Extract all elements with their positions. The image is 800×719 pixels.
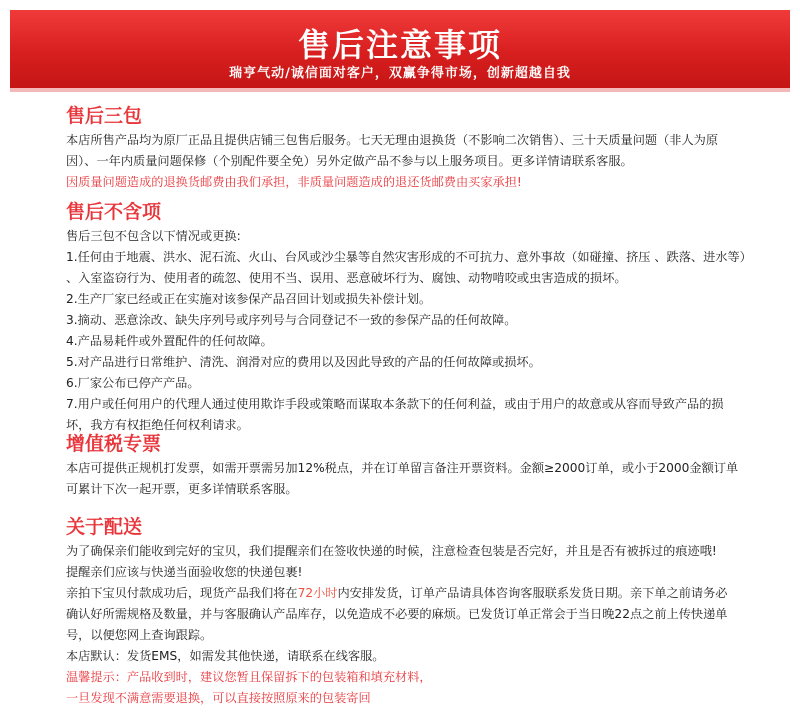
text-line: 1.任何由于地震、洪水、泥石流、火山、台风或沙尘暴等自然灾害形成的不可抗力、意外事故（如碰撞、挤压 、跌落、进水等） [66,250,752,264]
page-title: 售后注意事项 [297,26,502,64]
text-line: 5.对产品进行日常维护、清洗、润滑对应的费用以及因此导致的产品的任何故障或损坏。 [66,355,541,369]
tip-line: 一旦发现不满意需要退换，可以直接按照原来的包装寄回 [66,691,371,705]
text-line: 6.厂家公布已停产产品。 [66,376,200,390]
text-line: 本店所售产品均为原厂正品且提供店铺三包售后服务。七天无理由退换货（不影响二次销售）、三十天质量问题（非人为原 [66,133,719,147]
page-subtitle: 瑞亨气动/诚信面对客户，双赢争得市场，创新超越自我 [229,66,571,81]
vat-section [66,432,756,500]
text-line: 确认好所需规格及数量，并与客服确认产品库存，以免造成不必要的麻烦。已发货订单正常会于当日晚22点之前上传快递单 [66,607,728,621]
text-line: 提醒亲们应该与快递当面验收您的快递包裹! [66,565,303,579]
exclusions-title: 售后不含项 [66,201,162,223]
text-line: 售后三包不包含以下情况或更换: [66,229,241,243]
text-line: 本店可提供正规机打发票，如需开票需另加12%税点，并在订单留言备注开票资料。金额≥2000订单，或小于2000金额订单 [66,461,739,475]
text-line: 坏，我方有权拒绝任何权利请求。 [66,418,249,432]
text-line: 4.产品易耗件或外置配件的任何故障。 [66,334,273,348]
warranty-title: 售后三包 [66,105,143,127]
warranty-section [66,104,756,193]
text-line: 为了确保亲们能收到完好的宝贝，我们提醒亲们在签收快递的时候，注意检查包装是否完好，并且是否有被拆过的痕迹哦! [66,544,717,558]
vat-title: 增值税专票 [66,433,162,455]
tip-line: 温馨提示：产品收到时，建议您暂且保留拆下的包装箱和填充材料， [66,670,432,684]
text-segment: 亲拍下宝贝付款成功后，现货产品我们将在 [66,586,298,600]
exclusions-section [66,200,756,436]
text-line: 3.摘动、恶意涂改、缺失序列号或序列号与合同登记不一致的参保产品的任何故障。 [66,313,517,327]
shipping-title: 关于配送 [66,516,143,538]
text-line: 因）、一年内质量问题保修（个别配件要全免）另外定做产品不参与以上服务项目。更多详情请联系客服。 [66,154,633,168]
text-line: 2.生产厂家已经或正在实施对该参保产品召回计划或损失补偿计划。 [66,292,432,306]
text-line: 可累计下次一起开票，更多详情联系客服。 [66,482,298,496]
header-banner [10,10,790,88]
text-line [66,583,756,604]
text-line: 7.用户或任何用户的代理人通过使用欺诈手段或策略而谋取本条款下的任何利益，或由于用户的故意或从容而导致产品的损 [66,397,724,411]
shipping-section [66,515,756,709]
text-line: 本店默认：发货EMS，如需发其他快递，请联系在线客服。 [66,649,385,663]
text-segment: 内安排发货，订单产品请具体咨询客服联系发货日期。亲下单之前请务必 [337,586,728,600]
text-line: 、入室盗窃行为、使用者的疏忽、使用不当、误用、恶意破坏行为、腐蚀、动物啃咬或虫害造成的损坏。 [66,271,627,285]
text-line: 号，以便您网上查询跟踪。 [66,628,213,642]
ship-time-highlight: 72小时 [297,586,338,600]
postage-notice: 因质量问题造成的退换货邮费由我们承担，非质量问题造成的退还货邮费由买家承担! [66,175,522,189]
